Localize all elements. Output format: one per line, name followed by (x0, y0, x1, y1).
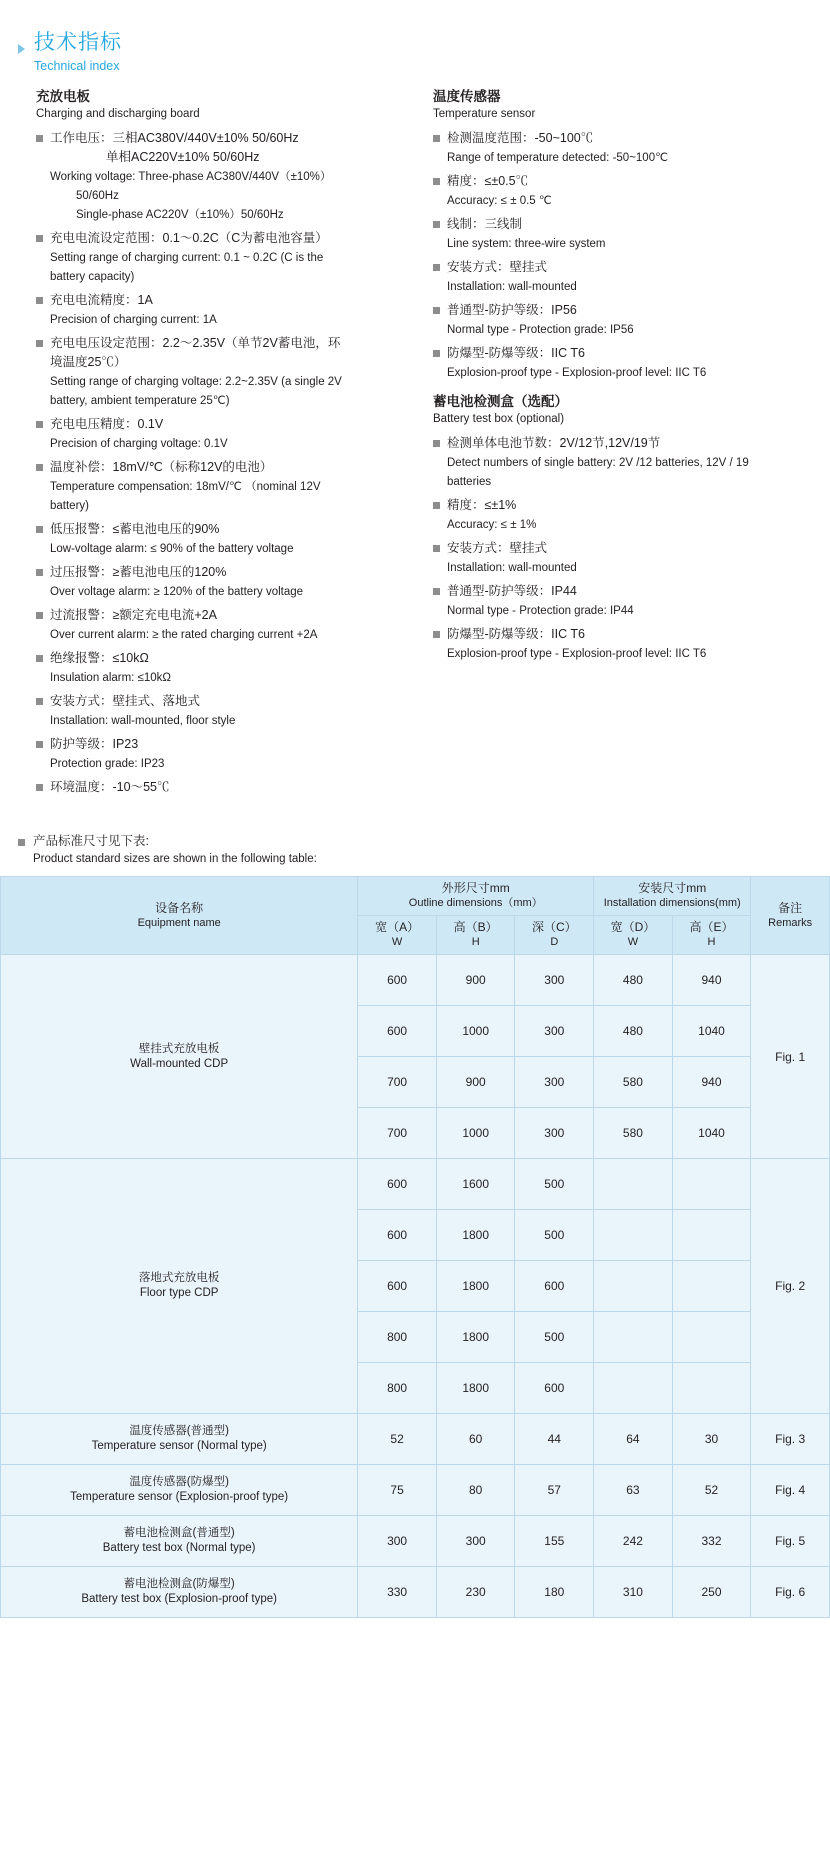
spec-item-en: Accuracy: ≤ ± 0.5 ℃ (447, 195, 552, 207)
spec-item-cn: 工作电压：三相AC380V/440V±10% 50/60Hz (50, 131, 299, 145)
spec-item (36, 692, 397, 730)
row-name-en: Battery test box (Explosion-proof type) (81, 1593, 277, 1605)
spec-item-cn: 精度：≤±1% (447, 498, 517, 512)
square-bullet-icon (36, 569, 43, 576)
spec-item-cn2: 境温度25℃） (50, 355, 127, 369)
spec-item-en: Working voltage: Three-phase AC380V/440V（±10%） (50, 171, 332, 183)
cell-height-b: 60 (436, 1414, 515, 1465)
cell-height-b: 1800 (436, 1210, 515, 1261)
cell-height-e (672, 1210, 751, 1261)
square-bullet-icon (36, 784, 43, 791)
cell-width-d: 310 (594, 1567, 673, 1618)
col-installation-dimensions (594, 877, 751, 916)
spec-item (433, 496, 802, 534)
square-bullet-icon (36, 135, 43, 142)
spec-item (433, 434, 802, 491)
spec-item (36, 606, 397, 644)
cell-depth-c: 300 (515, 1006, 594, 1057)
row-name-en: Temperature sensor (Explosion-proof type) (70, 1491, 289, 1503)
cell-width-d (594, 1312, 673, 1363)
cell-width-a: 52 (358, 1414, 437, 1465)
table-intro-en: Product standard sizes are shown in the following table: (33, 853, 317, 865)
cell-height-e: 940 (672, 955, 751, 1006)
spec-item-cn: 检测单体电池节数：2V/12节,12V/19节 (447, 436, 661, 450)
cell-height-b: 1600 (436, 1159, 515, 1210)
cell-height-e: 332 (672, 1516, 751, 1567)
spec-item-cn: 充电电压设定范围：2.2～2.35V（单节2V蓄电池，环 (50, 336, 341, 350)
table-row (1, 1567, 830, 1618)
square-bullet-icon (36, 655, 43, 662)
row-equipment-name (1, 1465, 358, 1516)
row-equipment-name (1, 1567, 358, 1618)
spec-item (433, 301, 802, 339)
subsection-title-cn: 蓄电池检测盒（选配） (433, 394, 568, 409)
cell-width-d: 64 (594, 1414, 673, 1465)
cell-width-a: 330 (358, 1567, 437, 1618)
spec-item-en: Installation: wall-mounted (447, 281, 577, 293)
square-bullet-icon (433, 221, 440, 228)
spec-item (36, 334, 397, 410)
subcol-width-a-cn: 宽（A） (375, 920, 420, 934)
cell-height-b: 230 (436, 1567, 515, 1618)
spec-item (433, 582, 802, 620)
cell-width-d: 480 (594, 955, 673, 1006)
spec-columns (0, 75, 830, 802)
cell-depth-c: 600 (515, 1363, 594, 1414)
triangle-bullet-icon (18, 44, 25, 54)
spec-item-en: Protection grade: IP23 (50, 758, 165, 770)
square-bullet-icon (36, 526, 43, 533)
cell-depth-c: 180 (515, 1567, 594, 1618)
cell-remark: Fig. 3 (751, 1414, 830, 1465)
cell-height-e: 250 (672, 1567, 751, 1618)
spec-item-en: Normal type - Protection grade: IP44 (447, 605, 634, 617)
row-name-cn: 蓄电池检测盒(普通型) (123, 1527, 235, 1539)
cell-depth-c: 300 (515, 1057, 594, 1108)
cell-height-e (672, 1312, 751, 1363)
cell-height-e: 30 (672, 1414, 751, 1465)
row-name-en: Floor type CDP (139, 1287, 219, 1299)
cell-remark: Fig. 1 (751, 955, 830, 1159)
spec-item-en: Explosion-proof type - Explosion-proof level: IIC T6 (447, 648, 707, 660)
cell-height-e: 52 (672, 1465, 751, 1516)
spec-item (36, 291, 397, 329)
cell-remark: Fig. 5 (751, 1516, 830, 1567)
subcol-height-b-cn: 高（B） (453, 920, 498, 934)
subcol-width-d-cn: 宽（D） (610, 920, 656, 934)
cell-width-a: 600 (358, 1159, 437, 1210)
spec-item (36, 458, 397, 515)
row-name-cn: 温度传感器(普通型) (129, 1425, 229, 1437)
cell-height-e: 1040 (672, 1108, 751, 1159)
cell-remark: Fig. 2 (751, 1159, 830, 1414)
spec-item-en: Insulation alarm: ≤10kΩ (50, 672, 172, 684)
square-bullet-icon (36, 464, 43, 471)
cell-width-d: 480 (594, 1006, 673, 1057)
cell-depth-c: 600 (515, 1261, 594, 1312)
square-bullet-icon (36, 340, 43, 347)
table-row (1, 955, 830, 1006)
subcol-height-e (672, 916, 751, 955)
square-bullet-icon (433, 545, 440, 552)
spec-item (433, 625, 802, 663)
spec-item-en3: Single-phase AC220V（±10%）50/60Hz (76, 209, 284, 221)
spec-item-en2: battery) (50, 500, 89, 512)
cell-width-a: 300 (358, 1516, 437, 1567)
subcol-depth-c-cn: 深（C） (531, 920, 577, 934)
spec-item-cn: 防爆型-防爆等级：IIC T6 (447, 346, 585, 360)
subcol-width-a-en: W (391, 936, 403, 948)
cell-depth-c: 155 (515, 1516, 594, 1567)
square-bullet-icon (433, 135, 440, 142)
spec-item (36, 229, 397, 286)
subsection-title-en: Battery test box (optional) (433, 413, 565, 425)
square-bullet-icon (433, 588, 440, 595)
spec-item-cn: 防护等级：IP23 (50, 737, 139, 751)
table-intro-cn: 产品标准尺寸见下表: (33, 834, 149, 848)
square-bullet-icon (433, 178, 440, 185)
spec-item-en: Range of temperature detected: -50~100℃ (447, 152, 669, 164)
section-title-cn: 充放电板 (36, 89, 90, 104)
spec-item-cn: 防爆型-防爆等级：IIC T6 (447, 627, 585, 641)
cell-height-b: 1800 (436, 1312, 515, 1363)
cell-depth-c: 44 (515, 1414, 594, 1465)
row-name-en: Wall-mounted CDP (130, 1057, 229, 1070)
spec-item-en: Setting range of charging voltage: 2.2~2.35V (a single 2V (50, 376, 342, 388)
cell-height-e (672, 1261, 751, 1312)
spec-item-cn: 低压报警：≤蓄电池电压的90% (50, 522, 220, 536)
subcol-height-b-en: H (471, 936, 480, 948)
spec-item-cn: 温度补偿：18mV/℃（标称12V的电池） (50, 460, 273, 474)
subcol-height-e-en: H (707, 936, 716, 948)
cell-height-b: 1000 (436, 1006, 515, 1057)
cell-height-e (672, 1363, 751, 1414)
spec-item-cn: 精度：≤±0.5℃ (447, 174, 529, 188)
spec-item (36, 520, 397, 558)
spec-item-en: Line system: three-wire system (447, 238, 606, 250)
row-equipment-name (1, 1414, 358, 1465)
page-title-en: Technical index (34, 59, 120, 73)
spec-item-en2: batteries (447, 476, 492, 488)
spec-item-en: Precision of charging voltage: 0.1V (50, 438, 228, 450)
subcol-depth-c (515, 916, 594, 955)
row-equipment-name (1, 1516, 358, 1567)
spec-item-cn2: 单相AC220V±10% 50/60Hz (106, 150, 260, 164)
square-bullet-icon (36, 612, 43, 619)
subcol-width-d-en: W (627, 936, 639, 948)
square-bullet-icon (18, 839, 25, 846)
spec-item-cn: 普通型-防护等级：IP56 (447, 303, 577, 317)
table-body (1, 955, 830, 1618)
row-name-en: Battery test box (Normal type) (102, 1542, 256, 1554)
spec-item (36, 415, 397, 453)
spec-item-cn: 充电电流精度：1A (50, 293, 153, 307)
cell-depth-c: 300 (515, 955, 594, 1006)
row-equipment-name (1, 1159, 358, 1414)
table-row (1, 1516, 830, 1567)
section-title-en: Temperature sensor (433, 108, 536, 120)
cell-depth-c: 500 (515, 1159, 594, 1210)
cell-height-b: 1000 (436, 1108, 515, 1159)
col-equipment-name-cn: 设备名称 (155, 900, 204, 915)
spec-item-en2: battery capacity) (50, 271, 135, 283)
spec-item-en: Low-voltage alarm: ≤ 90% of the battery voltage (50, 543, 294, 555)
cell-width-a: 800 (358, 1363, 437, 1414)
spec-item (36, 129, 397, 224)
cell-width-a: 700 (358, 1057, 437, 1108)
square-bullet-icon (36, 235, 43, 242)
table-header-row-1 (1, 877, 830, 916)
cell-height-b: 80 (436, 1465, 515, 1516)
spec-item-cn: 过压报警：≥蓄电池电压的120% (50, 565, 227, 579)
subcol-width-d (594, 916, 673, 955)
cell-width-d: 63 (594, 1465, 673, 1516)
cell-depth-c: 300 (515, 1108, 594, 1159)
charging-board-column (36, 87, 419, 802)
section-title-cn: 温度传感器 (433, 89, 501, 104)
cell-width-a: 600 (358, 1006, 437, 1057)
spec-item-en: Detect numbers of single battery: 2V /12 batteries, 12V / 19 (447, 457, 749, 469)
spec-item-cn: 绝缘报警：≤10kΩ (50, 651, 149, 665)
cell-height-e (672, 1159, 751, 1210)
square-bullet-icon (36, 698, 43, 705)
spec-item-cn: 安装方式：壁挂式 (447, 541, 548, 555)
col-install-en: Installation dimensions(mm) (603, 897, 741, 909)
cell-width-a: 800 (358, 1312, 437, 1363)
spec-item (36, 649, 397, 687)
spec-item-en: Accuracy: ≤ ± 1% (447, 519, 537, 531)
row-name-cn: 蓄电池检测盒(防爆型) (123, 1578, 235, 1590)
cell-width-a: 75 (358, 1465, 437, 1516)
cell-height-b: 1800 (436, 1363, 515, 1414)
spec-item-en: Installation: wall-mounted, floor style (50, 715, 236, 727)
spec-item-cn: 检测温度范围：-50~100℃ (447, 131, 594, 145)
cell-height-b: 900 (436, 955, 515, 1006)
row-name-cn: 落地式充放电板 (138, 1272, 220, 1284)
cell-depth-c: 500 (515, 1210, 594, 1261)
cell-height-e: 1040 (672, 1006, 751, 1057)
square-bullet-icon (433, 350, 440, 357)
spec-item (36, 563, 397, 601)
spec-item (433, 215, 802, 253)
cell-width-a: 700 (358, 1108, 437, 1159)
square-bullet-icon (433, 264, 440, 271)
spec-item (36, 778, 397, 797)
spec-item-cn: 充电电压精度：0.1V (50, 417, 164, 431)
cell-width-d (594, 1261, 673, 1312)
col-equipment-name-en: Equipment name (137, 916, 221, 929)
cell-width-d (594, 1210, 673, 1261)
subcol-height-e-cn: 高（E） (689, 920, 734, 934)
cell-height-b: 300 (436, 1516, 515, 1567)
col-remarks (751, 877, 830, 955)
spec-item-en: Precision of charging current: 1A (50, 314, 217, 326)
subcol-depth-c-en: D (550, 936, 559, 948)
square-bullet-icon (36, 297, 43, 304)
spec-item-cn: 充电电流设定范围：0.1～0.2C（C为蓄电池容量） (50, 231, 328, 245)
table-intro (0, 802, 830, 876)
spec-item-en: Temperature compensation: 18mV/℃ （nominal 12V (50, 481, 321, 493)
cell-remark: Fig. 4 (751, 1465, 830, 1516)
cell-width-d (594, 1363, 673, 1414)
col-outline-cn: 外形尺寸mm (441, 881, 510, 895)
spec-item (433, 172, 802, 210)
spec-item-en: Explosion-proof type - Explosion-proof level: IIC T6 (447, 367, 707, 379)
spec-item-en2: battery, ambient temperature 25℃) (50, 395, 230, 407)
page-title: 技术指标 (34, 31, 122, 54)
spec-item-cn: 环境温度：-10～55℃ (50, 780, 170, 794)
cell-height-e: 940 (672, 1057, 751, 1108)
cell-width-d: 242 (594, 1516, 673, 1567)
cell-width-d: 580 (594, 1057, 673, 1108)
section-title-en: Charging and discharging board (36, 108, 200, 120)
square-bullet-icon (433, 631, 440, 638)
table-header (1, 877, 830, 955)
temperature-sensor-column (419, 87, 802, 802)
page-header (0, 0, 830, 75)
spec-item (433, 539, 802, 577)
col-outline-en: Outline dimensions（mm） (408, 897, 543, 909)
row-equipment-name (1, 955, 358, 1159)
spec-item (36, 735, 397, 773)
cell-depth-c: 500 (515, 1312, 594, 1363)
product-size-table (0, 876, 830, 1618)
spec-item (433, 129, 802, 167)
spec-item-en: Setting range of charging current: 0.1 ~ 0.2C (C is the (50, 252, 324, 264)
square-bullet-icon (433, 502, 440, 509)
col-outline-dimensions (358, 877, 594, 916)
row-name-cn: 温度传感器(防爆型) (129, 1476, 229, 1488)
spec-item-en: Over voltage alarm: ≥ 120% of the battery voltage (50, 586, 304, 598)
cell-remark: Fig. 6 (751, 1567, 830, 1618)
col-remarks-cn: 备注 (778, 900, 803, 915)
col-remarks-en: Remarks (768, 916, 813, 929)
spec-item-cn: 过流报警：≥额定充电电流+2A (50, 608, 217, 622)
subcol-height-b (436, 916, 515, 955)
cell-width-a: 600 (358, 1210, 437, 1261)
spec-item-cn: 普通型-防护等级：IP44 (447, 584, 577, 598)
spec-item-cn: 安装方式：壁挂式 (447, 260, 548, 274)
square-bullet-icon (36, 741, 43, 748)
cell-height-b: 1800 (436, 1261, 515, 1312)
spec-item-cn: 线制：三线制 (447, 217, 523, 231)
square-bullet-icon (36, 421, 43, 428)
square-bullet-icon (433, 440, 440, 447)
spec-item-cn: 安装方式：壁挂式、落地式 (50, 694, 201, 708)
row-name-en: Temperature sensor (Normal type) (91, 1440, 267, 1452)
cell-depth-c: 57 (515, 1465, 594, 1516)
table-row (1, 1465, 830, 1516)
col-equipment-name (1, 877, 358, 955)
spec-item (433, 258, 802, 296)
cell-width-a: 600 (358, 955, 437, 1006)
table-row (1, 1159, 830, 1210)
cell-width-d: 580 (594, 1108, 673, 1159)
spec-item-en: Installation: wall-mounted (447, 562, 577, 574)
subcol-width-a (358, 916, 437, 955)
row-name-cn: 壁挂式充放电板 (138, 1042, 220, 1055)
cell-width-d (594, 1159, 673, 1210)
spec-item-en: Normal type - Protection grade: IP56 (447, 324, 634, 336)
square-bullet-icon (433, 307, 440, 314)
cell-width-a: 600 (358, 1261, 437, 1312)
spec-item-en: Over current alarm: ≥ the rated charging current +2A (50, 629, 318, 641)
cell-height-b: 900 (436, 1057, 515, 1108)
col-install-cn: 安装尺寸mm (638, 881, 707, 895)
spec-item-en2: 50/60Hz (76, 190, 119, 202)
table-row (1, 1414, 830, 1465)
spec-item (433, 344, 802, 382)
